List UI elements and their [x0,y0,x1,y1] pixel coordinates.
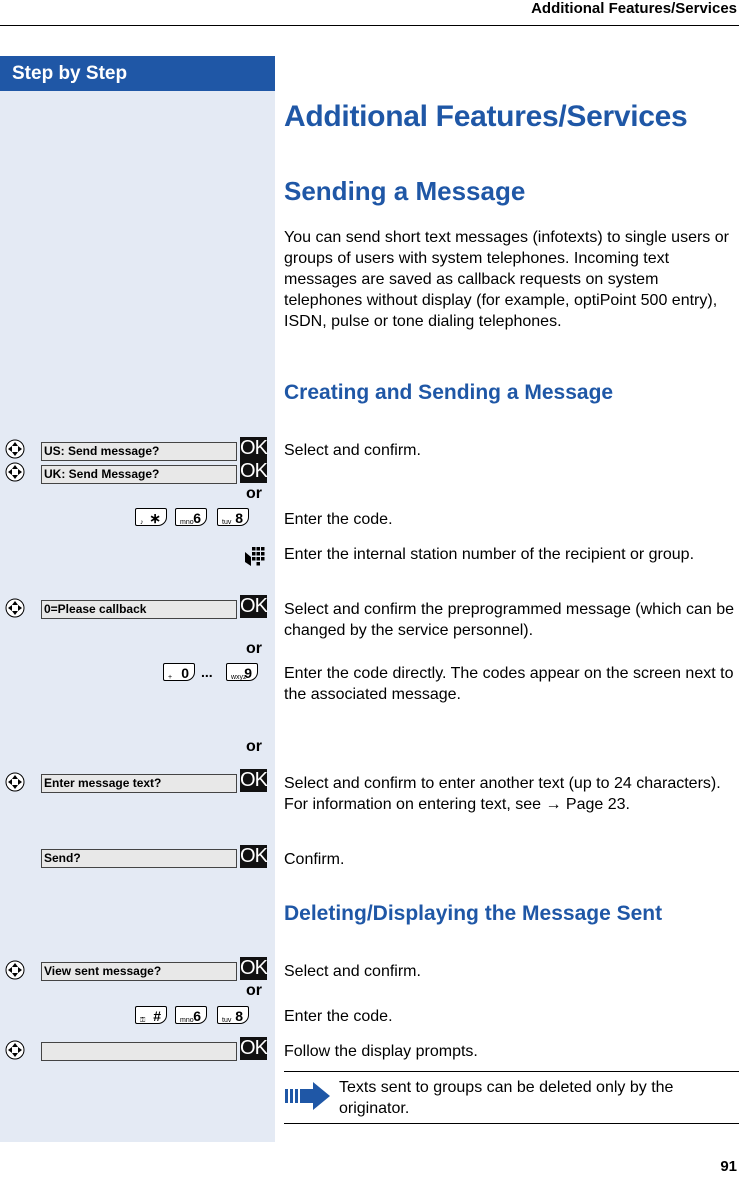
display-view-sent-message[interactable]: View sent message? [41,962,237,981]
ok-button[interactable]: OK [240,460,267,482]
navigator-icon [5,462,25,482]
range-ellipsis: ... [201,664,213,680]
subsection-title-delete: Deleting/Displaying the Message Sent [284,902,663,925]
page-number: 91 [720,1158,737,1175]
display-send-message-uk[interactable]: UK: Send Message? [41,465,237,484]
display-enter-message-text[interactable]: Enter message text? [41,774,237,793]
or-label: or [246,982,262,999]
step-text: Select and confirm the preprogrammed message (which can be changed by the service personnel). [284,601,734,639]
key-0[interactable]: + 0 [163,663,195,681]
ok-button[interactable]: OK [240,957,267,979]
intro-paragraph: You can send short text messages (infotexts) to single users or groups of users with system telephones. Incoming text messages are saved as callback requests on system telephones without display (for example, optiPoint 500 entry), ISDN, pulse or tone dialing telephones. [284,229,729,330]
navigator-icon [5,439,25,459]
subsection-title-create: Creating and Sending a Message [284,381,614,404]
note-rule-bottom [284,1123,739,1124]
display-blank[interactable] [41,1042,237,1061]
key-9[interactable]: wxyz 9 [226,663,258,681]
navigator-icon [5,772,25,792]
hash-key[interactable]: ⚿ # [135,1006,167,1024]
or-label: or [246,640,262,657]
ok-button[interactable]: OK [240,769,267,791]
ok-button[interactable]: OK [240,1037,267,1059]
display-send-message-us[interactable]: US: Send message? [41,442,237,461]
step-text: Enter the internal station number of the recipient or group. [284,546,695,563]
step-text: Enter the code. [284,1008,393,1025]
or-label: or [246,738,262,755]
key-8[interactable]: tuv 8 [217,1006,249,1024]
step-text: Select and confirm to enter another text (up to 24 characters). For information on entering text, see → Page 23. [284,775,721,813]
step-text: Select and confirm. [284,442,421,459]
navigator-icon [5,598,25,618]
note-text: Texts sent to groups can be deleted only by the originator. [339,1079,674,1117]
ok-button[interactable]: OK [240,845,267,867]
note-rule-top [284,1071,739,1072]
running-header: Additional Features/Services [531,0,737,17]
or-label: or [246,485,262,502]
navigator-icon [5,1040,25,1060]
keypad-icon [243,546,265,568]
page-title: Additional Features/Services [284,100,688,133]
step-text: Follow the display prompts. [284,1043,478,1060]
display-please-callback[interactable]: 0=Please callback [41,600,237,619]
section-title: Sending a Message [284,176,526,206]
step-text: Enter the code directly. The codes appear on the screen next to the associated message. [284,665,734,703]
navigator-icon [5,960,25,980]
star-key[interactable]: ♪ ∗ [135,508,167,526]
step-text: Select and confirm. [284,963,421,980]
key-8[interactable]: tuv 8 [217,508,249,526]
step-text: Confirm. [284,851,345,868]
header-rule [0,25,739,26]
ok-button[interactable]: OK [240,437,267,459]
note-arrow-icon [285,1081,331,1111]
key-6[interactable]: mno 6 [175,1006,207,1024]
ok-button[interactable]: OK [240,595,267,617]
step-text: Enter the code. [284,511,393,528]
sidebar-heading: Step by Step [0,56,275,91]
display-send[interactable]: Send? [41,849,237,868]
key-6[interactable]: mno 6 [175,508,207,526]
